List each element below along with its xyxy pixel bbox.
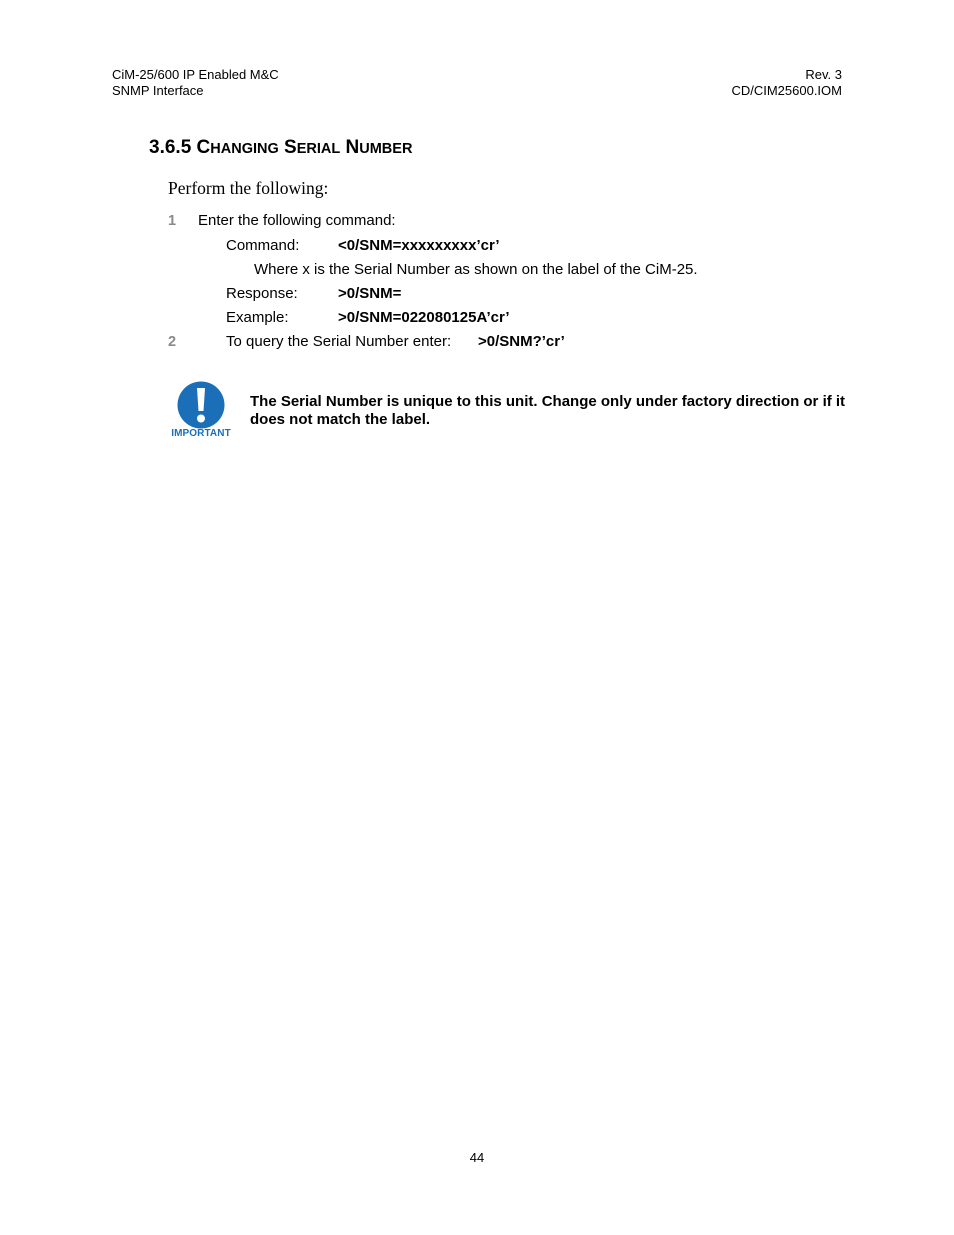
page-number: 44 — [469, 1150, 485, 1165]
section-title-n: N — [345, 137, 360, 158]
step-1-number: 1 — [168, 213, 177, 229]
command-label: Command: — [226, 237, 300, 254]
header-doc-id: CD/CIM25600.IOM — [731, 83, 842, 98]
header-chapter: SNMP Interface — [112, 83, 204, 98]
important-note-text: The Serial Number is unique to this unit. Change only under factory direction or if it does not match the label. — [250, 393, 846, 428]
section-title-umber: UMBER — [359, 141, 413, 157]
header-revision: Rev. 3 — [805, 67, 842, 82]
section-title-c: C — [196, 137, 211, 158]
response-label: Response: — [226, 285, 298, 302]
step-1-text: Enter the following command: — [198, 212, 396, 229]
section-number: 3.6.5 — [149, 137, 192, 158]
step-2-code: >0/SNM?’cr’ — [478, 333, 565, 350]
step-2-number: 2 — [168, 334, 177, 350]
example-value: >0/SNM=022080125A’cr’ — [338, 309, 510, 326]
header-left — [112, 67, 279, 99]
section-title-hanging: HANGING — [210, 141, 279, 157]
important-exclamation-icon — [166, 380, 236, 430]
section-title-s: S — [284, 137, 297, 158]
section-title — [149, 136, 412, 161]
section-title-erial: ERIAL — [296, 141, 341, 157]
command-where-note: Where x is the Serial Number as shown on the label of the CiM-25. — [254, 261, 698, 278]
header-right — [731, 67, 842, 99]
header-product: CiM-25/600 IP Enabled M&C — [112, 67, 279, 82]
important-callout — [166, 380, 236, 442]
response-value: >0/SNM= — [338, 285, 402, 302]
intro-text: Perform the following: — [168, 178, 329, 198]
step-2-text: To query the Serial Number enter: — [226, 333, 452, 350]
command-value: <0/SNM=xxxxxxxxx’cr’ — [338, 237, 500, 254]
example-label: Example: — [226, 309, 289, 326]
important-label: IMPORTANT — [171, 428, 231, 439]
